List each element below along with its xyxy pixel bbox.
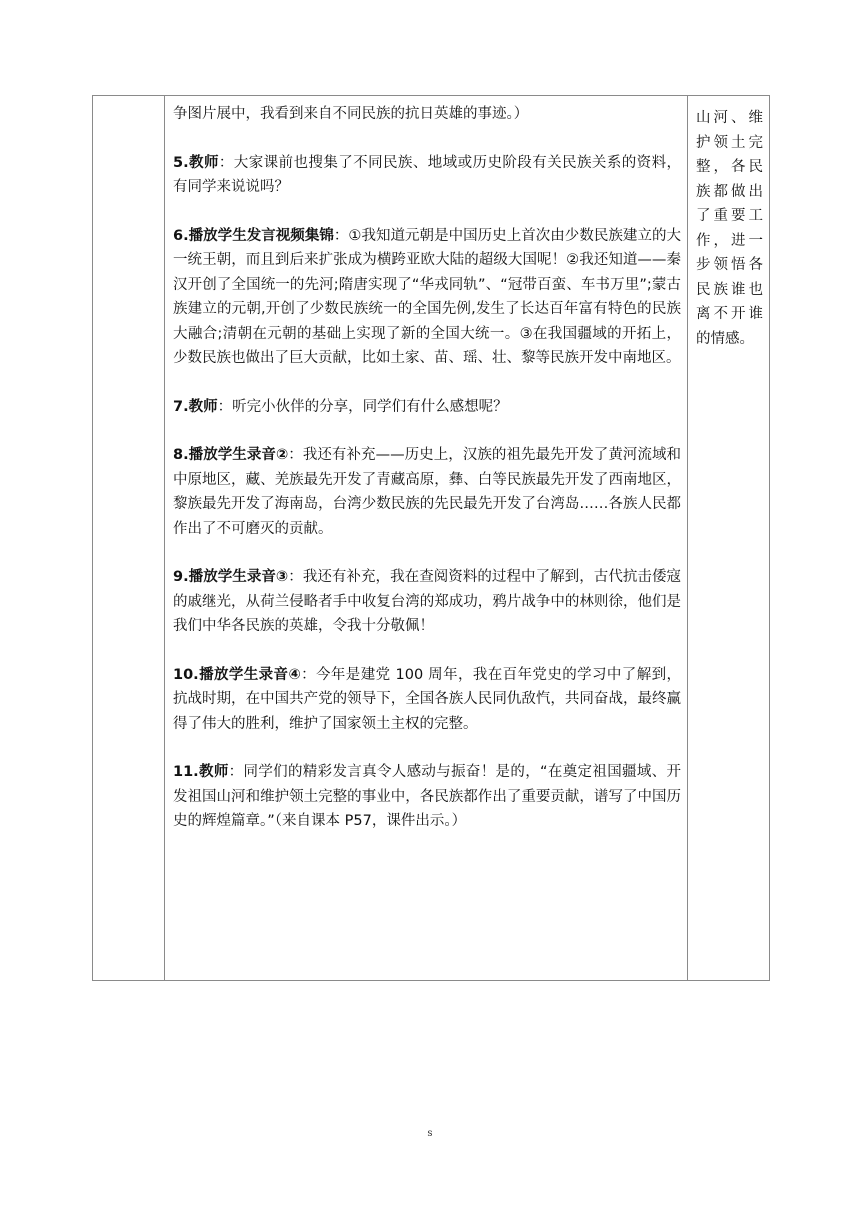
- table-row: [93, 96, 770, 981]
- design-intent-cell: [688, 96, 770, 981]
- paragraph: [173, 151, 681, 200]
- paragraph: [173, 663, 681, 737]
- teaching-process-cell: [165, 96, 688, 981]
- paragraph-text: 争图片展中，我看到来自不同民族的抗日英雄的事迹。）: [173, 106, 529, 122]
- paragraph-label: 9.播放学生录音③: [173, 569, 289, 585]
- paragraph-text: ：大家课前也搜集了不同民族、地域或历史阶段有关民族关系的资料，有同学来说说吗？: [173, 154, 682, 195]
- paragraph: [173, 102, 681, 127]
- paragraph: [173, 760, 681, 834]
- paragraph: [173, 565, 681, 639]
- paragraph: [173, 224, 681, 371]
- paragraph-text: ：同学们的精彩发言真令人感动与振奋！是的，“在奠定祖国疆域、开发祖国山河和维护领土完整的事业中，各民族都作出了重要贡献，谱写了中国历史的辉煌篇章。”（来自课本 P57，课件出示。）: [173, 764, 681, 829]
- design-intent-text: 山河、维护领土完整，各民族都做出了重要工作，进一步领悟各民族谁也离不开谁的情感。: [696, 110, 763, 347]
- paragraph-label: 5.教师: [173, 154, 219, 171]
- paragraph-label: 7.教师: [173, 398, 218, 415]
- paragraph-text: ：听完小伙伴的分享，同学们有什么感想呢？: [217, 398, 508, 415]
- teaching-process-content: [165, 96, 687, 834]
- paragraph-text: ：①我知道元朝是中国历史上首次由少数民族建立的大一统王朝，而且到后来扩张成为横跨亚欧大陆的超级大国呢！②我还知道——秦汉开创了全国统一的先河;隋唐实现了“华戎同轨”、“冠带百蛮、车书万里”;蒙古族建立的元朝,开创了少数民族统一的全国先例,发生了长达百年富有特色的民族大融合;清朝在元朝的基础上实现了新的全国大统一。③在我国疆域的开拓上，少数民族也做出了巨大贡献，比如土家、苗、瑶、壮、黎等民族开发中南地区。: [173, 227, 681, 366]
- lesson-plan-table: [92, 95, 770, 981]
- blank-column-cell: [93, 96, 165, 981]
- paragraph: [173, 395, 681, 420]
- paragraph-text: ：我还有补充——历史上，汉族的祖先最先开发了黄河流域和中原地区，藏、羌族最先开发了青藏高原，彝、白等民族最先开发了西南地区，黎族最先开发了海南岛，台湾少数民族的先民最先开发了台湾岛……各族人民都作出了不可磨灭的贡献。: [173, 447, 682, 537]
- paragraph-label: 10.播放学生录音④: [173, 666, 302, 683]
- paragraph: [173, 443, 681, 541]
- paragraph-text: ：我还有补充，我在查阅资料的过程中了解到，古代抗击倭寇的戚继光，从荷兰侵略者手中收复台湾的郑成功，鸦片战争中的林则徐，他们是我们中华各民族的英雄，令我十分敬佩！: [173, 569, 682, 634]
- paragraph-label: 6.播放学生发言视频集锦: [173, 227, 334, 244]
- page-footer-mark: s: [427, 1128, 433, 1139]
- paragraph-label: 11.教师: [173, 764, 229, 780]
- paragraph-label: 8.播放学生录音②: [173, 447, 289, 463]
- paragraph-text: ：今年是建党 100 周年，我在百年党史的学习中了解到，抗战时期，在中国共产党的领导下，全国各族人民同仇敌忾，共同奋战，最终赢得了伟大的胜利，维护了国家领土主权的完整。: [173, 666, 681, 732]
